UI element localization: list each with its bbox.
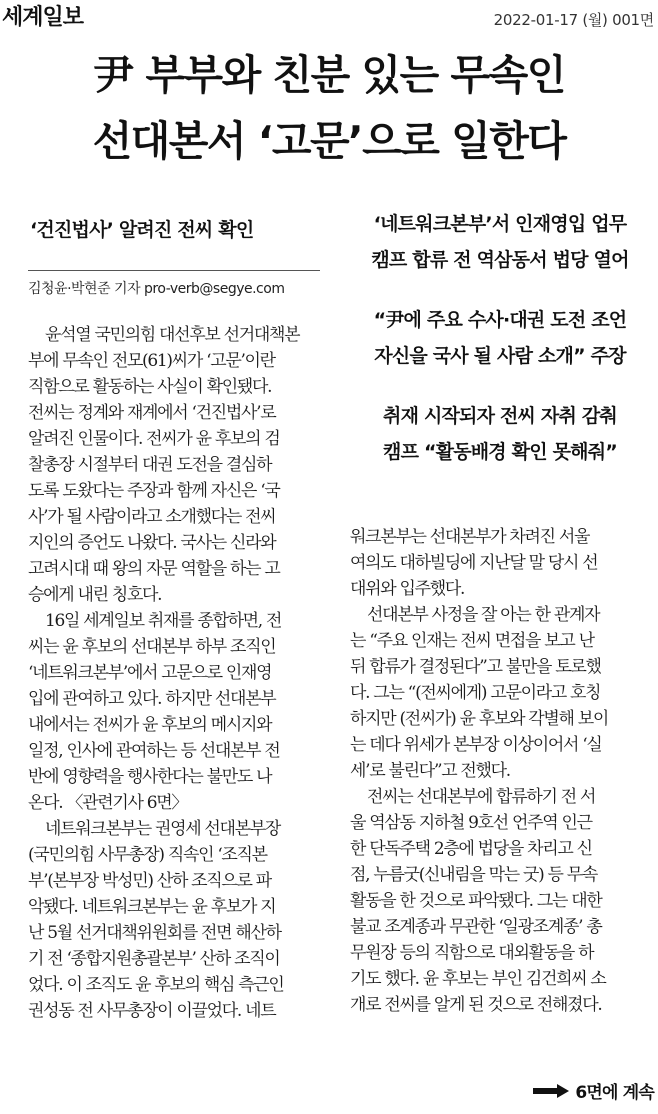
body-line: 세’로 불린다”고 전했다. — [350, 761, 510, 781]
summary-subhead-group — [345, 206, 655, 278]
summary-subhead-line: 캠프 “활동배경 확인 못해줘” — [383, 441, 617, 463]
body-line: 다. 그는 “(전씨에게) 고문이라고 호칭 — [350, 683, 601, 703]
body-line: ‘네트워크본부’에서 고문으로 인재영 — [28, 663, 272, 683]
body-line: 뒤 합류가 결정된다”고 불만을 토로했 — [350, 657, 601, 677]
arrow-right-icon — [533, 1084, 569, 1098]
body-line: 었다. 이 조직도 윤 후보의 핵심 측근인 — [28, 975, 284, 995]
body-line: 부’(본부장 박성민) 산하 조직으로 파 — [28, 871, 271, 891]
body-line: 내에서는 전씨가 윤 후보의 메시지와 — [28, 715, 272, 735]
body-line: 윤석열 국민의힘 대선후보 선거대책본 — [45, 325, 300, 345]
body-line: 한 단독주택 2층에 법당을 차리고 신 — [350, 839, 592, 859]
article-body-right-column — [350, 524, 655, 1018]
summary-subhead-line: 취재 시작되자 전씨 자취 감춰 — [383, 405, 617, 427]
body-line: (국민의힘 사무총장) 직속인 ‘조직본 — [28, 845, 267, 865]
body-line: 불교 조계종과 무관한 ‘일광조계종’ 총 — [350, 917, 602, 937]
headline-line-2: 선대본서 ‘고문’으로 일한다 — [92, 117, 566, 165]
body-line: 일정, 인사에 관여하는 등 선대본부 전 — [28, 741, 280, 761]
body-line: 전씨는 정계와 재계에서 ‘건진법사’로 — [28, 403, 276, 423]
body-line: 고려시대 때 왕의 자문 역할을 하는 고 — [28, 559, 280, 579]
body-line: 알려진 인물이다. 전씨가 윤 후보의 검 — [28, 429, 280, 449]
body-line: 직함으로 활동하는 사실이 확인됐다. — [28, 377, 272, 397]
body-line: 지인의 증언도 나왔다. 국사는 신라와 — [28, 533, 276, 553]
body-line: 악됐다. 네트워크본부는 윤 후보가 지 — [28, 897, 276, 917]
body-line: 기 전 ‘종합지원총괄본부’ 산하 조직이 — [28, 949, 280, 969]
body-line: 부에 무속인 전모(61)씨가 ‘고문’이란 — [28, 351, 275, 371]
body-line: 개로 전씨를 알게 된 것으로 전해졌다. — [350, 995, 602, 1015]
body-line: 승에게 내린 칭호다. — [28, 585, 162, 605]
summary-subhead-group — [345, 398, 655, 470]
body-line: 네트워크본부는 권영세 선대본부장 — [45, 819, 281, 839]
continued-on-page-marker — [533, 1078, 654, 1103]
byline: 김청윤·박현준 기자 pro-verb@segye.com — [28, 281, 285, 297]
summary-subheads — [345, 206, 655, 494]
body-line: 찰총장 시절부터 대권 도전을 결심하 — [28, 455, 272, 475]
body-line: 울 역삼동 지하철 9호선 언주역 인근 — [350, 813, 592, 833]
continued-label: 6면에 계속 — [575, 1083, 654, 1103]
body-line: 선대본부 사정을 잘 아는 한 관계자 — [367, 605, 600, 625]
body-line: 도록 도왔다는 주장과 함께 자신은 ‘국 — [28, 481, 280, 501]
masthead — [0, 0, 658, 40]
body-line: 반에 영향력을 행사한다는 불만도 나 — [28, 767, 272, 787]
issue-date: 2022-01-17 (월) 001면 — [493, 11, 654, 29]
headline-line-1: 尹 부부와 친분 있는 무속인 — [93, 51, 565, 99]
body-line: 는 데다 위세가 본부장 이상이어서 ‘실 — [350, 735, 602, 755]
byline-divider — [28, 270, 320, 271]
body-line: 난 5월 선거대책위원회를 전면 해산하 — [28, 923, 281, 943]
body-line: 기도 했다. 윤 후보는 부인 김건희씨 소 — [350, 969, 606, 989]
subheadline: ‘건진법사’ 알려진 전씨 확인 — [30, 219, 254, 241]
body-line: 워크본부는 선대본부가 차려진 서울 — [350, 527, 590, 547]
body-line: 씨는 윤 후보의 선대본부 하부 조직인 — [28, 637, 276, 657]
body-line: 사’가 될 사람이라고 소개했다는 전씨 — [28, 507, 276, 527]
summary-subhead-line: “尹에 주요 수사·대권 도전 조언 — [373, 309, 627, 331]
summary-subhead-line: 자신을 국사 될 사람 소개” 주장 — [374, 345, 626, 367]
summary-subhead-line: ‘네트워크본부’서 인재영입 업무 — [373, 213, 627, 235]
body-line: 여의도 대하빌딩에 지난달 말 당시 선 — [350, 553, 598, 573]
article-body-left-column — [28, 322, 328, 1024]
body-line: 는 “주요 인재는 전씨 면접을 보고 난 — [350, 631, 594, 651]
summary-subhead-line: 캠프 합류 전 역삼동서 법당 열어 — [371, 249, 629, 271]
body-line-related-article: 온다. 〈관련기사 6면〉 — [28, 793, 188, 813]
body-line: 하지만 (전씨가) 윤 후보와 각별해 보이 — [350, 709, 609, 729]
summary-subhead-group — [345, 302, 655, 374]
body-line: 무원장 등의 직함으로 대외활동을 하 — [350, 943, 594, 963]
body-line: 권성동 전 사무총장이 이끌었다. 네트 — [28, 1001, 276, 1021]
body-line: 활동을 한 것으로 파악됐다. 그는 대한 — [350, 891, 602, 911]
body-line: 대위와 입주했다. — [350, 579, 465, 599]
body-line: 16일 세계일보 취재를 종합하면, 전 — [45, 611, 282, 631]
body-line: 입에 관여하고 있다. 하지만 선대본부 — [28, 689, 276, 709]
body-line: 전씨는 선대본부에 합류하기 전 서 — [367, 787, 596, 807]
body-line: 점, 누름굿(신내림을 막는 굿) 등 무속 — [350, 865, 597, 885]
newspaper-name: 세계일보 — [2, 5, 84, 30]
